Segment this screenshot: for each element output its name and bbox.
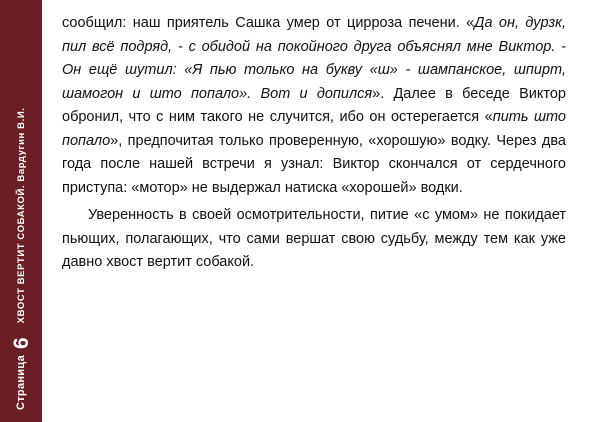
- text-segment: Уверенность в своей осмотрительности, питие «с умом» не покидает пьющих, полагающих, что сами вершат свою судьбу, между тем как уже давно хвост вертит собакой.: [62, 207, 566, 270]
- paragraph: [62, 204, 566, 275]
- sidebar-text: [0, 0, 42, 422]
- page-number: 6: [9, 337, 33, 349]
- page-content: [62, 12, 566, 275]
- book-title: ХВОСТ ВЕРТИТ СОБАКОЙ. Вардугин В.И.: [15, 107, 27, 324]
- text-segment: », предпочитая только проверенную, «хорошую» водку. Через два года после нашей встречи я узнал: Виктор скончался от сердечного приступа: «мотор» не выдержал натиска «хорошей» водки.: [62, 132, 566, 196]
- paragraph: [62, 12, 566, 200]
- italic-text-segment: Да он, дурзк, пил всё подряд, - с обидой на покойного друга объяснял мне Виктор. - Он ещё шутил: «Я пью только на букву «ш» - шампанское, шпирт, шамогон и што попало». Вот и допился: [62, 15, 566, 102]
- text-segment: сообщил: наш приятель Сашка умер от цирроза печени. «: [62, 15, 475, 31]
- sidebar: [0, 0, 42, 422]
- page-label: Страница: [15, 355, 27, 410]
- italic-text-segment: пить што попало: [62, 109, 566, 149]
- text-segment: ». Далее в беседе Виктор обронил, что с ним такого не случится, ибо он остерегается «: [62, 85, 566, 125]
